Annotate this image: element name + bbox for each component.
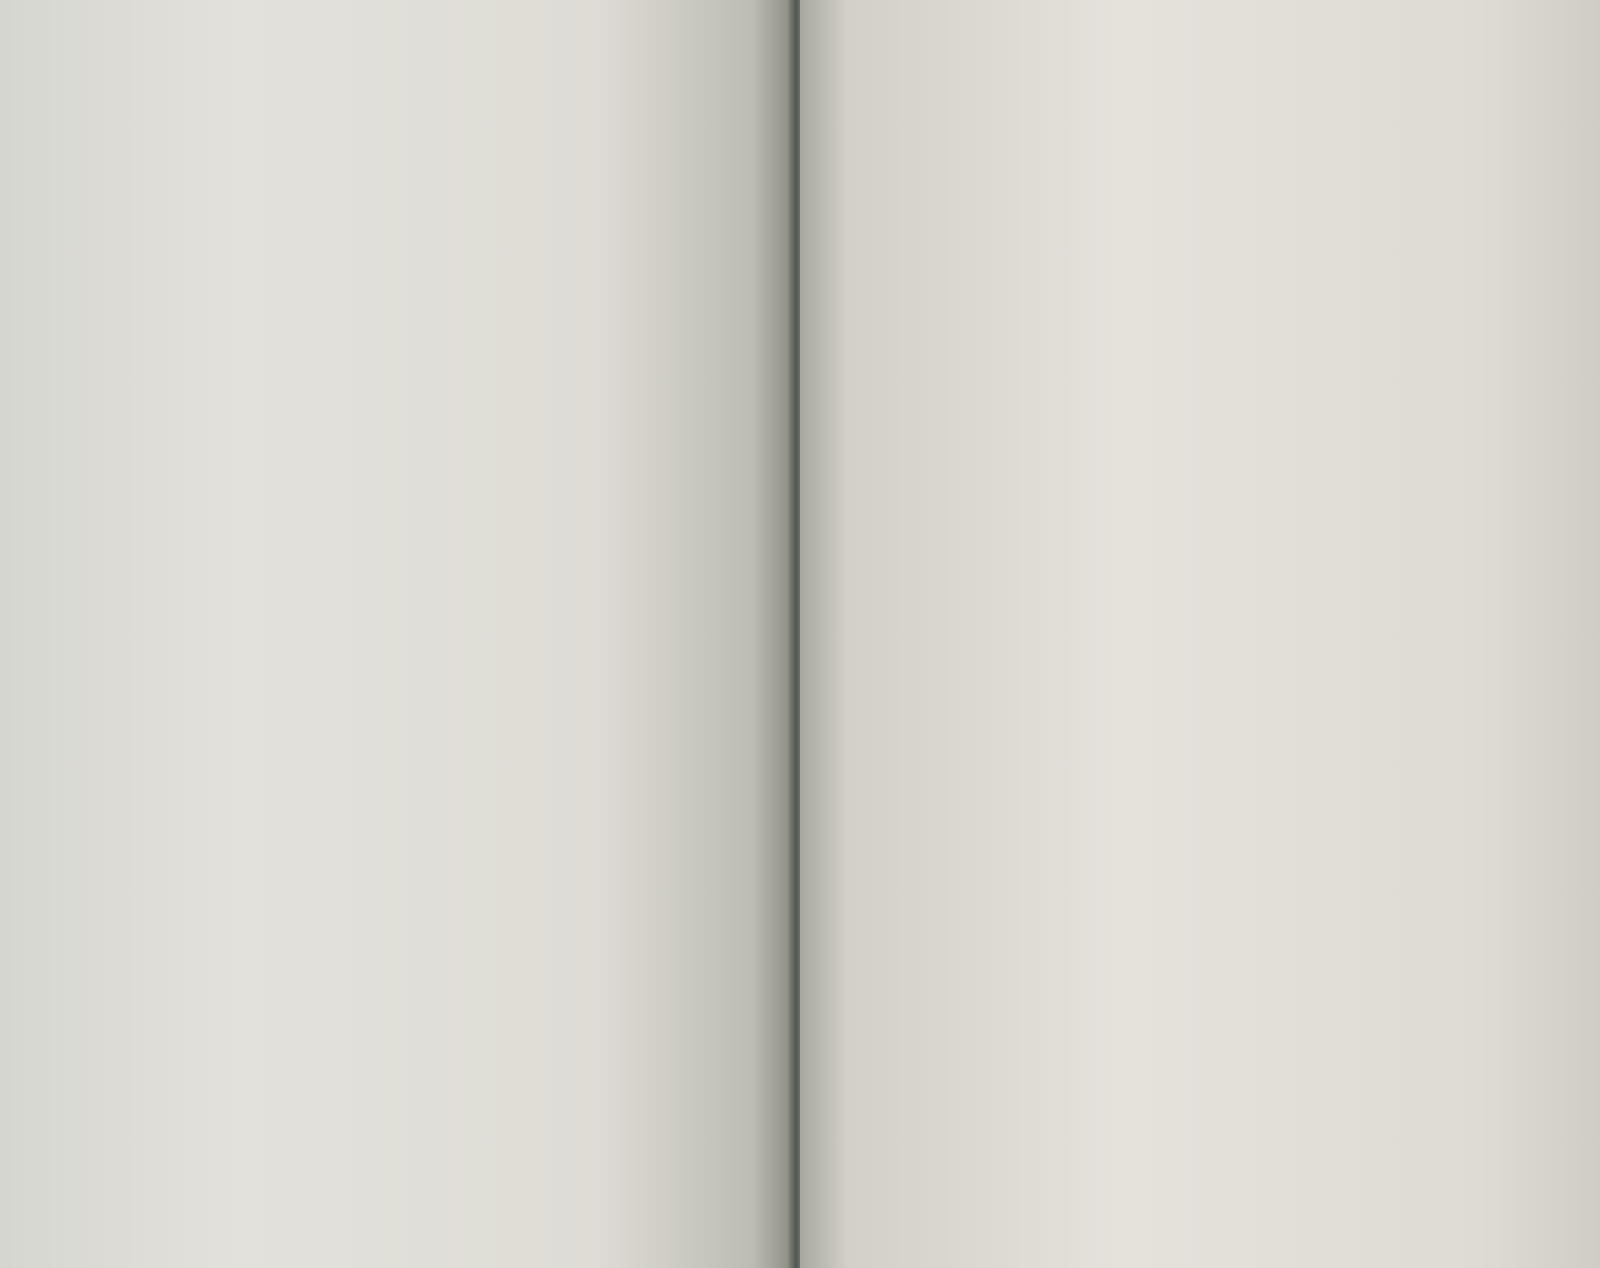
right-page — [800, 0, 1600, 1268]
left-entry-list — [110, 176, 682, 178]
right-entry-list — [908, 186, 1496, 215]
brace-entry-group — [908, 186, 1496, 213]
left-page — [0, 0, 792, 1268]
